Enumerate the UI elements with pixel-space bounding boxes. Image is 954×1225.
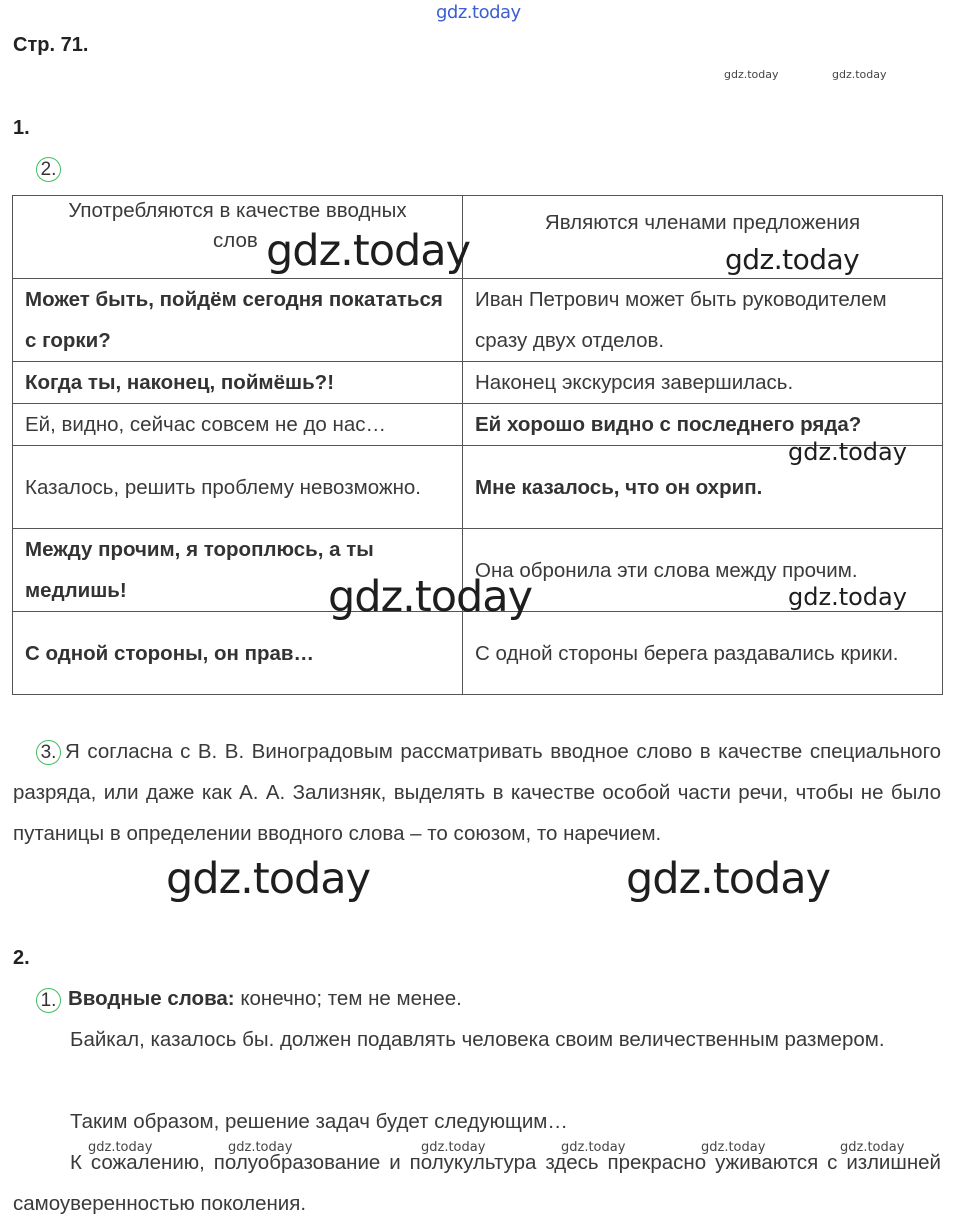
table-cell-left: С одной стороны, он прав… — [13, 612, 463, 695]
table-cell-left: Казалось, решить проблему невозможно. — [13, 446, 463, 529]
table-cell-left: Ей, видно, сейчас совсем не до нас… — [13, 404, 463, 446]
sentence-1: Байкал, казалось бы. должен подавлять человека своим величественным размером. — [70, 1028, 885, 1051]
watermark-medium: gdz.today — [788, 438, 907, 466]
table-cell-right: Она обронила эти слова между прочим. — [463, 529, 943, 612]
task-1-number: 1. — [13, 117, 30, 139]
table-cell-right: Иван Петрович может быть руководителем сразу двух отделов. — [463, 279, 943, 362]
table-row — [13, 279, 943, 362]
table-cell-right: С одной стороны берега раздавались крики. — [463, 612, 943, 695]
task-2-number: 2. — [13, 947, 30, 969]
watermark-small: gdz.today — [88, 1140, 153, 1155]
subtask-2-marker: 2. — [36, 157, 61, 182]
table-cell-right: Ей хорошо видно с последнего ряда? — [463, 404, 943, 446]
intro-text: конечно; тем не менее. — [234, 987, 462, 1010]
table-cell-right: Мне казалось, что он охрип. — [463, 446, 943, 529]
watermark-small: gdz.today — [701, 1140, 766, 1155]
watermark-small: gdz.today — [228, 1140, 293, 1155]
intro-label: Вводные слова: — [68, 987, 235, 1010]
header-left-line2: слов — [213, 229, 258, 252]
watermark-small: gdz.today — [561, 1140, 626, 1155]
header-right: Являются членами предложения — [463, 196, 943, 279]
watermark-large: gdz.today — [166, 854, 371, 904]
subtask-3-marker: 3. — [36, 740, 61, 765]
watermark-top: gdz.today — [436, 2, 521, 23]
watermark-small: gdz.today — [421, 1140, 486, 1155]
sentence-3: К сожалению, полуобразование и полукультура здесь прекрасно уживаются с излишней самоуверенностью поколения. — [13, 1151, 941, 1215]
watermark-small: gdz.today — [724, 68, 779, 81]
table-cell-left: Когда ты, наконец, поймёшь?! — [13, 362, 463, 404]
table-cell-left: Между прочим, я тороплюсь, а ты медлишь! — [13, 529, 463, 612]
watermark-large: gdz.today — [328, 572, 533, 622]
watermark-large: gdz.today — [626, 854, 831, 904]
intro-line — [68, 978, 462, 1019]
watermark-medium: gdz.today — [788, 583, 907, 611]
page-title: Стр. 71. — [13, 34, 89, 56]
watermark-large: gdz.today — [266, 226, 471, 276]
watermark-small: gdz.today — [840, 1140, 905, 1155]
subtask-1-marker: 1. — [36, 988, 61, 1013]
header-left-line1: Употребляются в качестве вводных — [68, 199, 407, 222]
table-row — [13, 362, 943, 404]
table-cell-right: Наконец экскурсия завершилась. — [463, 362, 943, 404]
sentence-2: Таким образом, решение задач будет следующим… — [70, 1110, 568, 1133]
paragraph-3: Я согласна с В. В. Виноградовым рассматривать вводное слово в качестве специального разряда, или даже как А. А. Зализняк, выделять в качестве особой части речи, чтобы не было путаницы в определении вводного слова – то союзом, то наречием. — [13, 740, 941, 845]
watermark-small: gdz.today — [832, 68, 887, 81]
watermark-medium: gdz.today — [725, 243, 860, 276]
table-cell-left: Может быть, пойдём сегодня покататься с горки? — [13, 279, 463, 362]
table-row — [13, 612, 943, 695]
